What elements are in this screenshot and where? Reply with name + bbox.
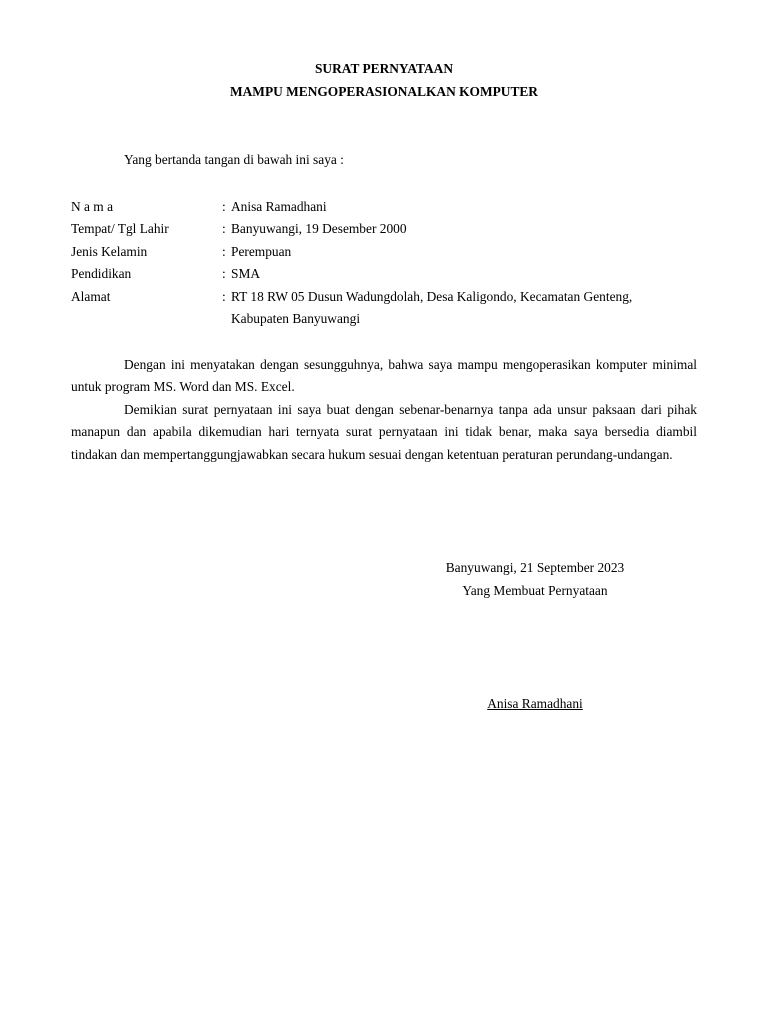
- field-colon: :: [222, 199, 226, 214]
- statement-body: [71, 354, 697, 466]
- field-colon: :: [222, 221, 226, 237]
- address-line-2: Kabupaten Banyuwangi: [231, 311, 361, 327]
- address-line-1: RT 18 RW 05 Dusun Wadungdolah, Desa Kaligondo, Kecamatan Genteng,: [231, 288, 633, 304]
- field-value-address: [231, 286, 701, 331]
- field-value-name: Anisa Ramadhani: [231, 199, 327, 214]
- field-colon: :: [222, 243, 226, 259]
- field-value-education: SMA: [231, 266, 261, 282]
- statement-paragraph: Dengan ini menyatakan dengan sesungguhnya, bahwa saya mampu mengoperasikan komputer minimal untuk program MS. Word dan MS. Excel.: [71, 357, 697, 395]
- document-title: SURAT PERNYATAAN: [314, 61, 454, 76]
- field-row-education: [71, 263, 701, 285]
- field-label-education: Pendidikan: [71, 266, 132, 282]
- field-row-address: [71, 286, 701, 331]
- field-value-birth: Banyuwangi, 19 Desember 2000: [231, 221, 407, 237]
- field-row-birth: [71, 218, 701, 240]
- document-subtitle: MAMPU MENGOPERASIONALKAN KOMPUTER: [230, 84, 538, 99]
- signature-name: Anisa Ramadhani: [487, 696, 583, 711]
- field-label-name: N a m a: [71, 199, 114, 214]
- field-label-birth: Tempat/ Tgl Lahir: [71, 221, 169, 237]
- intro-text: Yang bertanda tangan di bawah ini saya :: [124, 152, 344, 167]
- signature-role: Yang Membuat Pernyataan: [462, 583, 608, 598]
- field-row-gender: [71, 241, 701, 263]
- field-colon: :: [222, 266, 226, 282]
- closing-paragraph: Demikian surat pernyataan ini saya buat dengan sebenar-benarnya tanpa ada unsur paksaan dari pihak manapun dan apabila dikemudian hari ternyata surat pernyataan ini tidak benar, maka saya bersedia diambil tindakan dan mempertanggungjawabkan secara hukum sesuai dengan ketentuan peraturan perundang-undangan.: [71, 401, 697, 462]
- field-row-name: [71, 196, 701, 218]
- field-value-gender: Perempuan: [231, 243, 292, 259]
- field-label-gender: Jenis Kelamin: [71, 243, 148, 259]
- field-colon: :: [222, 288, 226, 304]
- field-label-address: Alamat: [71, 288, 111, 304]
- identity-fields: [71, 196, 701, 330]
- signature-place-date: Banyuwangi, 21 September 2023: [445, 560, 625, 575]
